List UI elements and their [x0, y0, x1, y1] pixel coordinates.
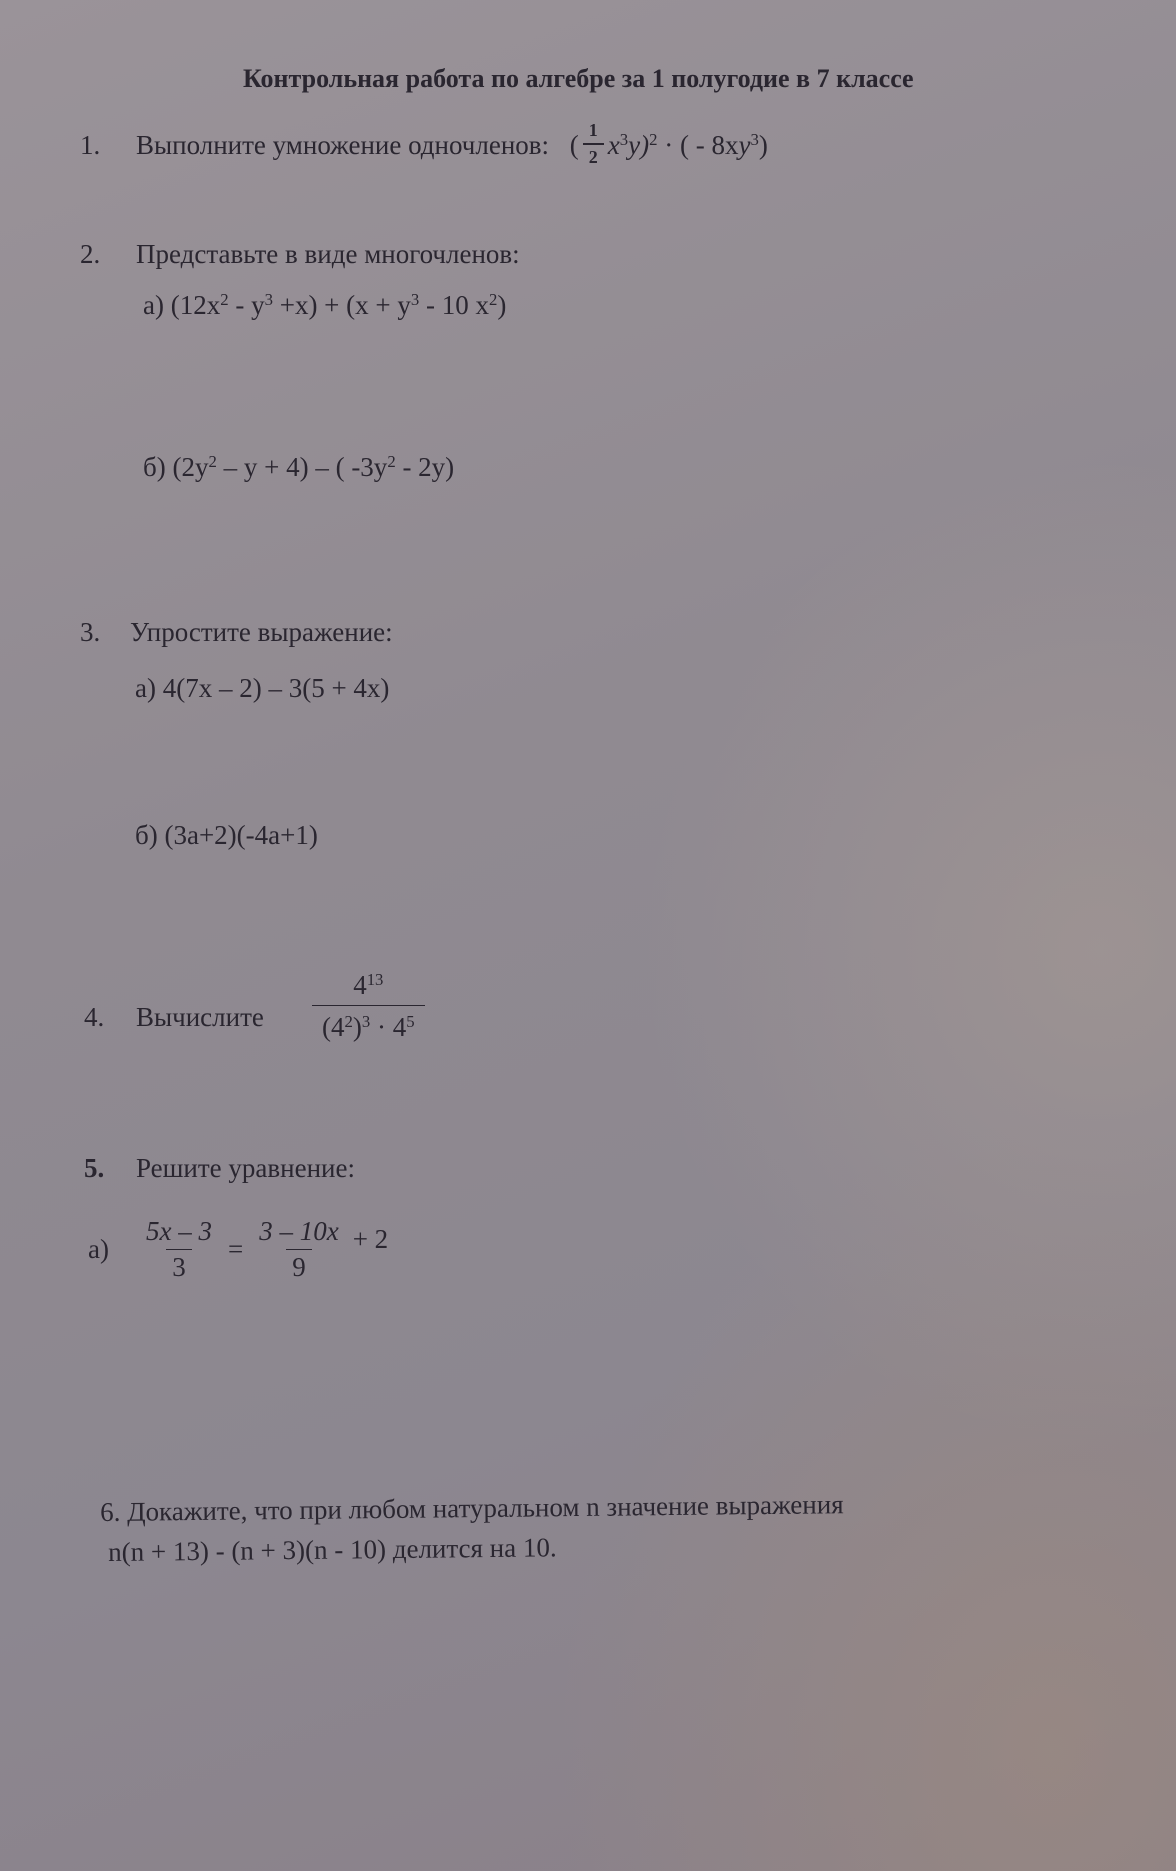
task-3b-expression: б) (3a+2)(-4a+1) [135, 820, 318, 850]
task-2b-expression: б) $(2y^2 - y + 4)$ – ( $-3y^2 - 2y$) [143, 451, 455, 482]
task-5-number: 5. [84, 1153, 105, 1183]
task-5-fraction-left: $\frac{5x - 3}{3}$ [146, 1216, 212, 1282]
page-title: Контрольная работа по алгебре за 1 полугодие в 7 классе [243, 64, 914, 93]
task-4-number: 4. [84, 1002, 105, 1032]
task-5 [84, 1153, 355, 1184]
task-1-text: Выполните умножение одночленов: [136, 130, 550, 161]
task-2-number: 2. [80, 239, 101, 269]
task-6-line-2: n(n + 13) - (n + 3)(n - 10) делится на 10. [108, 1532, 557, 1567]
task-4-denominator: $(4^2)^3 \cdot 4^5$ [312, 1005, 425, 1043]
task-5-fraction-right: $\frac{3 - 10x}{9}$ [259, 1216, 339, 1282]
task-3-text: Упростите выражение: [130, 617, 393, 647]
task-1-number: 1. [80, 130, 101, 161]
fraction-one-half: $\frac{1}{2}$ [583, 120, 604, 168]
task-4-numerator: $4^{13}$ [353, 969, 384, 1000]
task-2-text: Представьте в виде многочленов: [136, 239, 520, 269]
task-1-expression: ( $\frac{1}{2}$ $x^3y)^2$ · ( - $8xy^3$) [569, 120, 768, 167]
task-6-line-1: 6. Докажите, что при любом натуральном n значение выражения [100, 1489, 844, 1527]
task-4-text: Вычислите [136, 1002, 264, 1032]
task-3-number: 3. [80, 617, 101, 647]
task-2a-expression: а) $(12x^2 - y^3 +x) + (x + y^3 - 10$ $x^2$) [143, 289, 507, 320]
task-2 [80, 239, 520, 270]
task-4 [84, 1002, 264, 1033]
task-5a-equation: а) $\frac{5x - 3}{3}$ = $\frac{3 - 10x}{9}$ + 2 [88, 1216, 389, 1282]
task-5-text: Решите уравнение: [136, 1153, 355, 1183]
task-3 [80, 617, 393, 648]
task-3a-expression: а) 4(7x – 2) – 3(5 + 4x) [135, 673, 390, 703]
task-4-fraction [312, 970, 425, 1043]
task-1 [80, 120, 768, 172]
